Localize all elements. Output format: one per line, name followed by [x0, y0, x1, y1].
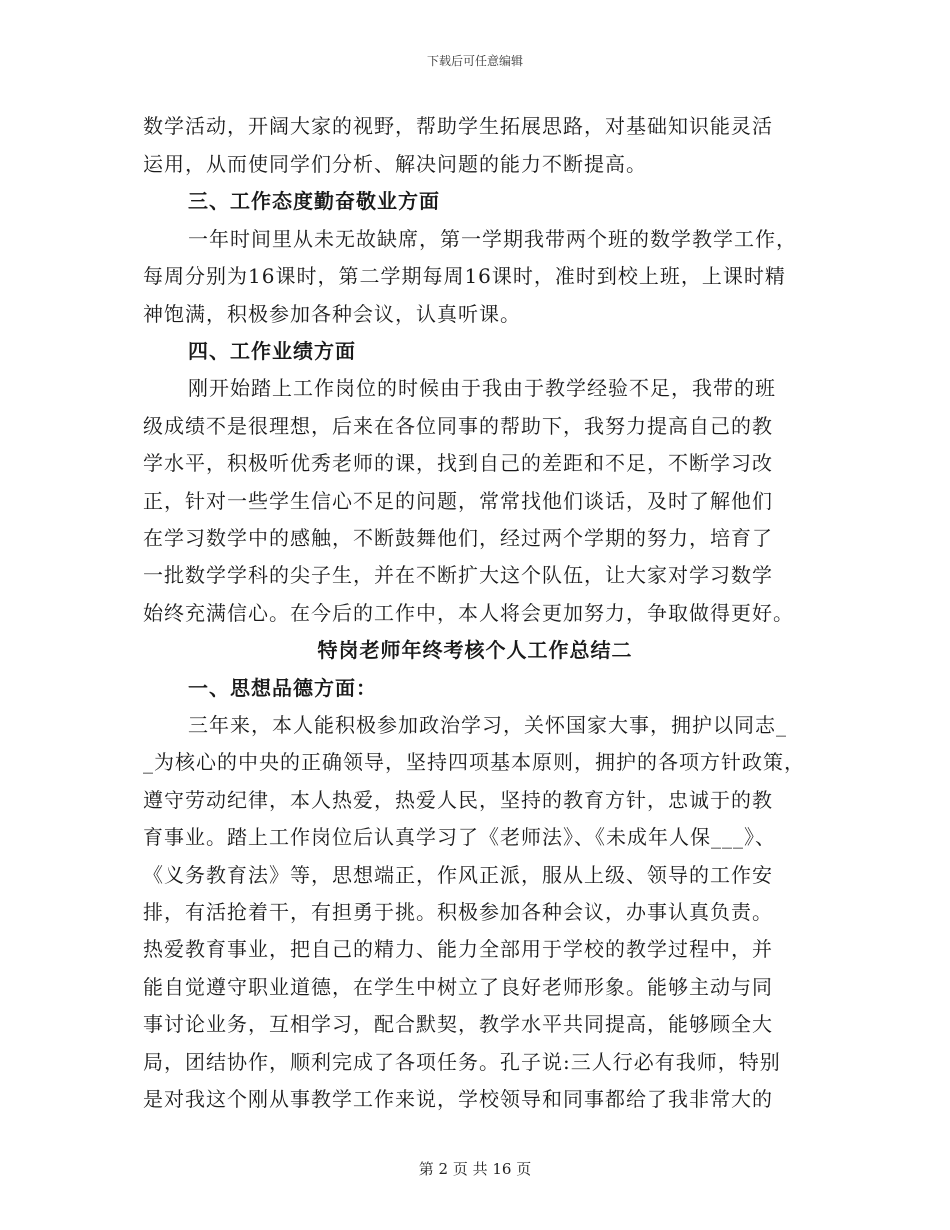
body-line: 神饱满，积极参加各种会议，认真听课。	[143, 302, 521, 326]
body-line: 每周分别为16课时，第二学期每周16课时，准时到校上班，上课时精	[143, 264, 786, 288]
body-line: 数学活动，开阔大家的视野，帮助学生拓展思路，对基础知识能灵活	[143, 114, 773, 138]
body-line: 刚开始踏上工作岗位的时候由于我由于教学经验不足，我带的班	[188, 376, 776, 400]
page-header: 下载后可任意编辑	[426, 54, 523, 68]
page-footer: 第 2 页 共 16 页	[418, 1160, 532, 1178]
body-line: 正，针对一些学生信心不足的问题，常常找他们谈话，及时了解他们	[143, 489, 773, 513]
body-line: 《义务教育法》等，思想端正，作风正派，服从上级、领导的工作安	[143, 863, 773, 887]
body-line: 遵守劳动纪律，本人热爱，热爱人民，坚持的教育方针，忠诚于的教	[143, 788, 773, 812]
body-line: 排，有活抢着干，有担勇于挑。积极参加各种会议，办事认真负责。	[143, 900, 773, 924]
body-line: 三年来，本人能积极参加政治学习，关怀国家大事，拥护以同志_	[188, 713, 787, 737]
body-line: 在学习数学中的感触，不断鼓舞他们，经过两个学期的努力，培育了	[143, 526, 773, 550]
body-line: 育事业。踏上工作岗位后认真学习了《老师法》、《未成年人保___》、	[143, 825, 776, 849]
body-line: 事讨论业务，互相学习，配合默契，教学水平共同提高，能够顾全大	[143, 1012, 773, 1036]
body-line: 是对我这个刚从事教学工作来说，学校领导和同事都给了我非常大的	[143, 1087, 773, 1111]
body-line: 运用，从而使同学们分析、解决问题的能力不断提高。	[143, 152, 647, 176]
section-heading: 四、工作业绩方面	[188, 339, 356, 363]
document-title: 特岗老师年终考核个人工作总结二	[317, 638, 633, 662]
section-heading: 三、工作态度勤奋敬业方面	[188, 189, 440, 213]
body-line: 始终充满信心。在今后的工作中，本人将会更加努力，争取做得更好。	[143, 601, 794, 625]
body-line: 一批数学学科的尖子生，并在不断扩大这个队伍，让大家对学习数学	[143, 563, 773, 587]
body-line: 级成绩不是很理想，后来在各位同事的帮助下，我努力提高自己的教	[143, 414, 773, 438]
body-line: 局，团结协作，顺利完成了各项任务。孔子说:三人行必有我师，特别	[143, 1050, 781, 1074]
body-line: 一年时间里从未无故缺席，第一学期我带两个班的数学教学工作，	[188, 227, 797, 251]
body-line: 热爱教育事业，把自己的精力、能力全部用于学校的教学过程中，并	[143, 937, 773, 961]
section-heading: 一、思想品德方面：	[188, 676, 377, 700]
body-line: _为核心的中央的正确领导，坚持四项基本原则，拥护的各项方针政策，	[143, 750, 805, 774]
body-line: 学水平，积极听优秀老师的课，找到自己的差距和不足，不断学习改	[143, 451, 773, 475]
body-line: 能自觉遵守职业道德，在学生中树立了良好老师形象。能够主动与同	[143, 975, 773, 999]
